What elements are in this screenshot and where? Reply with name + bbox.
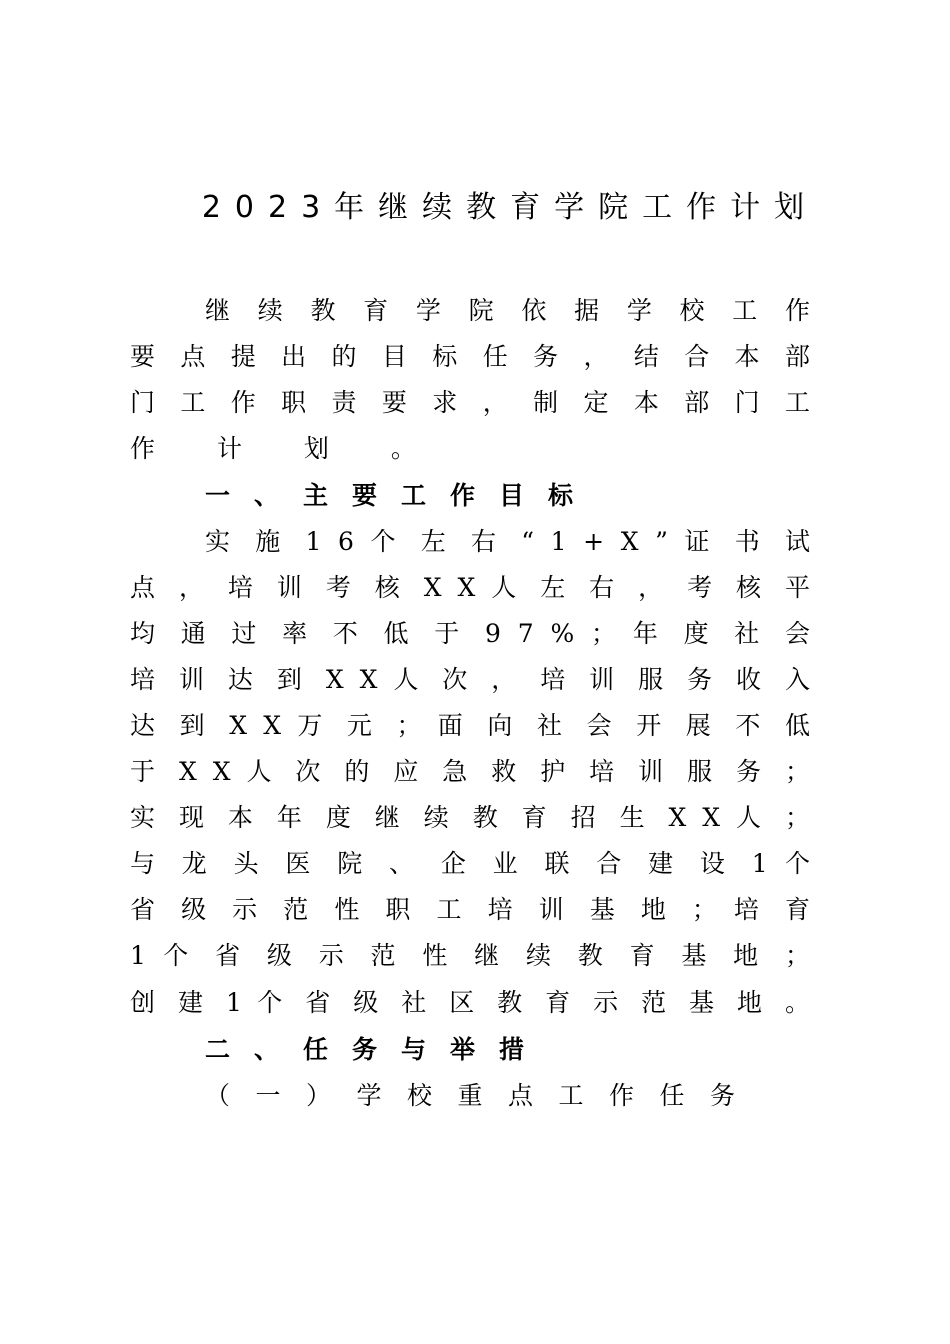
intro-line-1: 继​ 续​ 教​ 育​ 学​ 院​ 依​ 据​ 学​ 校​ 工​ 作 [205,296,810,325]
goals-line-7: 实​ 现​ 本​ 年​ 度​ 继​ 续​ 教​ 育​ 招​ 生​ X​ X​ 人​ ； [130,803,810,832]
goals-line-6: 于​ X​ X​ 人​ 次​ 的​ 应​ 急​ 救​ 护​ 培​ 训​ 服​ 务​ ； [130,757,810,786]
goals-line-2: 点​ ，​ 培​ 训​ 考​ 核​ X​ X​ 人​ 左​ 右​ ，​ 考​ 核​ 平 [130,573,810,602]
goals-line-8: 与​ 龙​ 头​ 医​ 院​ 、​ 企​ 业​ 联​ 合​ 建​ 设​ 1​ 个 [130,849,810,878]
goals-line-10: 1​ 个​ 省​ 级​ 示​ 范​ 性​ 继​ 续​ 教​ 育​ 基​ 地​ ； [130,941,810,970]
section-heading-tasks: 二、任务与举措 [205,1035,549,1064]
intro-line-4: 作​ 计​ 划​ 。 [130,434,443,463]
subsection-heading-key-tasks: （​ 一​ ）​ 学​ 校​ 重​ 点​ 工​ 作​ 任​ 务 [205,1081,735,1110]
goals-line-4: 培​ 训​ 达​ 到​ X​ X​ 人​ 次​ ，​ 培​ 训​ 服​ 务​ 收​ 入 [130,665,810,694]
goals-line-11: 创​ 建​ 1​ 个​ 省​ 级​ 社​ 区​ 教​ 育​ 示​ 范​ 基​ 地​ 。 [130,988,810,1017]
goals-line-1: 实​ 施​ 1​ 6​ 个​ 左​ 右​ “​ 1​ +​ X​ ”​ 证​ 书​ 试 [205,527,810,556]
intro-line-2: 要​ 点​ 提​ 出​ 的​ 目​ 标​ 任​ 务​ ，​ 结​ 合​ 本​ 部 [130,342,810,371]
section-heading-goals: 一、主要工作目标 [205,481,598,510]
goals-line-3: 均​ 通​ 过​ 率​ 不​ 低​ 于​ 9​ 7​ %​ ；​ 年​ 度​ 社​ 会 [130,619,810,648]
document-title: 2023年继续教育学院工作计划 [201,190,819,225]
goals-line-9: 省​ 级​ 示​ 范​ 性​ 职​ 工​ 培​ 训​ 基​ 地​ ；​ 培​ 育 [130,895,810,924]
goals-line-5: 达​ 到​ X​ X​ 万​ 元​ ；​ 面​ 向​ 社​ 会​ 开​ 展​ 不​ 低 [130,711,810,740]
intro-line-3: 门​ 工​ 作​ 职​ 责​ 要​ 求​ ，​ 制​ 定​ 本​ 部​ 门​ 工 [130,388,810,417]
